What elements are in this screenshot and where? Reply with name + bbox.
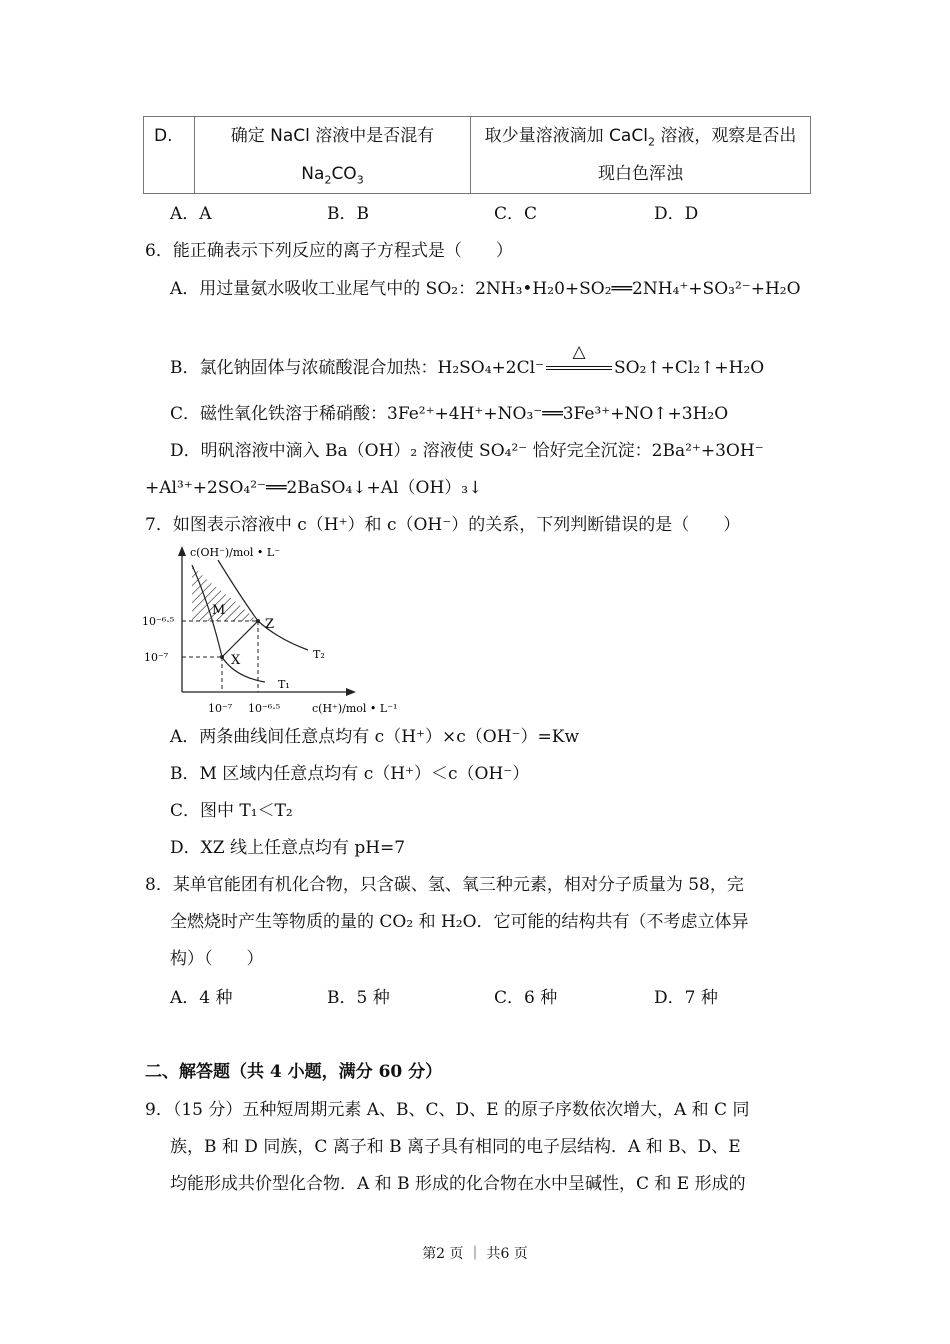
q8-line-2: 全燃烧时产生等物质的量的 CO₂ 和 H₂O．它可能的结构共有（不考虑立体异	[170, 912, 749, 932]
q9-line-3: 均能形成共价型化合物．A 和 B 形成的化合物在水中呈碱性，C 和 E 形成的	[170, 1174, 746, 1194]
purpose-line-2	[195, 155, 470, 193]
method-text: 溶液，观察是否出	[654, 126, 797, 146]
heating-arrow	[544, 342, 614, 377]
point-z-label: Z	[265, 617, 275, 632]
q8-option-b: B．5 种	[327, 988, 390, 1008]
method-text: 取少量溶液滴加 CaCl	[484, 126, 648, 146]
point-x-label: X	[231, 653, 241, 668]
x-axis-label: c(H⁺)/mol • L⁻¹	[312, 702, 398, 715]
row-label: D.	[154, 126, 173, 146]
q8-line-1: 8．某单官能团有机化合物，只含碳、氢、氧三种元素，相对分子质量为 58，完	[145, 875, 744, 895]
table-row	[144, 117, 811, 194]
region-m-label: M	[212, 603, 226, 618]
table-cell-label	[144, 117, 195, 194]
formula-sub: 2	[324, 173, 332, 187]
curve-t1-label: T₁	[278, 678, 290, 691]
q8-option-d: D．7 种	[654, 988, 718, 1008]
x-tick-high: 10⁻⁶·⁵	[248, 702, 281, 715]
y-axis-arrow-icon	[178, 546, 186, 556]
q8-option-c: C．6 种	[494, 988, 558, 1008]
point-x-marker	[220, 655, 224, 659]
formula-sub: 3	[356, 173, 364, 187]
q7-option-d: D．XZ 线上任意点均有 pH=7	[170, 838, 406, 858]
q5-option-d: D．D	[654, 204, 699, 224]
y-tick-low: 10⁻⁷	[144, 651, 169, 664]
q8-line-3: 构）（ ）	[170, 949, 264, 969]
q6-option-d-line1: D．明矾溶液中滴入 Ba（OH）₂ 溶液使 SO₄²⁻ 恰好完全沉淀：2Ba²⁺+3OH⁻	[170, 441, 764, 461]
q5-option-b: B．B	[327, 204, 369, 224]
method-line-1	[471, 117, 810, 155]
point-z-marker	[256, 619, 260, 623]
page-footer: 第2 页 ｜ 共6 页	[422, 1246, 528, 1262]
q9-line-1: 9．（15 分）五种短周期元素 A、B、C、D、E 的原子序数依次增大，A 和 C 同	[145, 1100, 750, 1120]
triangle-icon: △	[572, 342, 586, 362]
q5-option-a: A．A	[170, 204, 212, 224]
q6-option-b	[170, 342, 765, 378]
q6-option-d-line2: +Al³⁺+2SO₄²⁻══2BaSO₄↓+Al（OH）₃↓	[145, 478, 483, 498]
q7-stem: 7．如图表示溶液中 c（H⁺）和 c（OH⁻）的关系，下列判断错误的是（ ）	[145, 515, 741, 535]
q6-stem: 6．能正确表示下列反应的离子方程式是（ ）	[145, 241, 513, 261]
y-tick-high: 10⁻⁶·⁵	[142, 615, 175, 628]
formula-part: Na	[301, 164, 325, 184]
experiment-table	[143, 116, 811, 194]
x-axis-arrow-icon	[346, 688, 356, 696]
q6-b-product: SO₂↑+Cl₂↑+H₂O	[614, 358, 765, 378]
line-xz	[222, 621, 258, 657]
q6-option-a: A．用过量氨水吸收工业尾气中的 SO₂：2NH₃•H₂0+SO₂══2NH₄⁺+SO₃²⁻+H₂O	[170, 279, 801, 299]
table-cell-purpose	[195, 117, 471, 194]
q6-b-text: B．氯化钠固体与浓硫酸混合加热：H₂SO₄+2Cl⁻	[170, 358, 545, 378]
method-line-2: 现白色浑浊	[598, 164, 683, 184]
kw-graph	[140, 544, 420, 716]
formula-sub: 2	[647, 135, 655, 149]
curve-t2-label: T₂	[313, 648, 325, 661]
double-line	[546, 366, 612, 370]
q7-option-c: C．图中 T₁＜T₂	[170, 801, 293, 821]
q7-option-b: B．M 区域内任意点均有 c（H⁺）＜c（OH⁻）	[170, 764, 530, 784]
q5-option-c: C．C	[494, 204, 538, 224]
formula-part: CO	[331, 164, 357, 184]
q8-option-a: A．4 种	[170, 988, 233, 1008]
section-heading: 二、解答题（共 4 小题，满分 60 分）	[145, 1062, 443, 1082]
x-tick-low: 10⁻⁷	[208, 702, 233, 715]
q6-option-c: C．磁性氧化铁溶于稀硝酸：3Fe²⁺+4H⁺+NO₃⁻══3Fe³⁺+NO↑+3H₂O	[170, 404, 729, 424]
y-axis-label: c(OH⁻)/mol • L⁻	[190, 546, 281, 559]
table-cell-method	[471, 117, 811, 194]
purpose-line-1: 确定 NaCl 溶液中是否混有	[230, 126, 435, 146]
q7-option-a: A．两条曲线间任意点均有 c（H⁺）×c（OH⁻）=Kw	[170, 727, 579, 747]
q9-line-2: 族，B 和 D 同族，C 离子和 B 离子具有相同的电子层结构．A 和 B、D、E	[170, 1137, 741, 1157]
